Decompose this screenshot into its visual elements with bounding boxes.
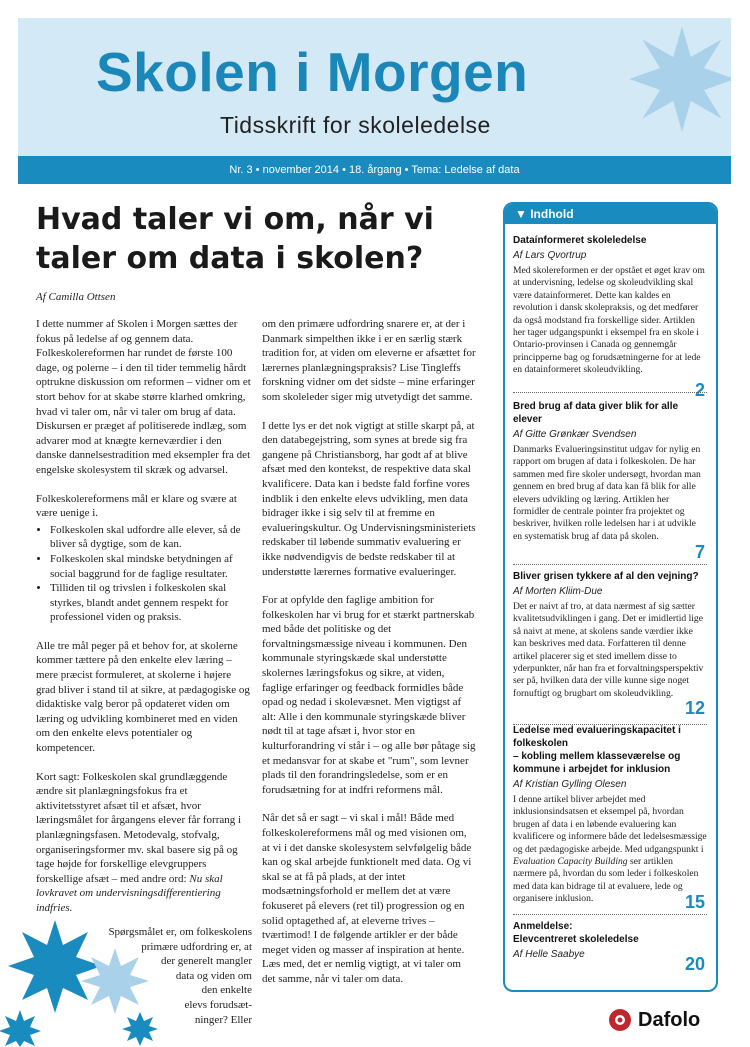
- pull-quote-line: der generelt mangler: [160, 955, 252, 968]
- divider: [513, 564, 707, 565]
- toc-item-title: Dataínformeret skoleledelse: [513, 235, 647, 246]
- toc-item[interactable]: [513, 920, 707, 974]
- toc-item-description: Danmarks Evalueringsinstitut udgav for nylig en rapport om brugen af data i folkeskolen. De har sammen med fire skoler undersøgt, hvordan man gennem en bred brug af data kan få blik for alle elevers udvikling og læring. Artiklen her formidler de centrale pointer fra projektet og beskriver, hvilken rolle ledelsen har i at udvikle en systematisk brug af data på skolen.: [513, 444, 701, 542]
- paragraph-text: Kort sagt: Folkeskolen skal grundlæggende ændre sit planlægningsfokus fra et aktivitetsstyret afsæt til et afsæt, hvor læringsmålet for årgangens elever får forrang i planlægningsfasen. Metodevalg, stofvalg, organiseringsformer mv. skal basere sig på og tage højde for forskellige elevgruppers forskellige afsæt – med andre ord:: [36, 770, 242, 885]
- masthead: [18, 18, 731, 156]
- toc-page-number: 20: [684, 954, 705, 974]
- toc-item-subtitle: – kobling mellem klasseværelse og kommune i arbejdet for inklusion: [513, 751, 681, 775]
- issue-info-bar: Nr. 3 • november 2014 • 18. årgang • Tema: Ledelse af data: [18, 156, 731, 184]
- toc-page-number: 15: [684, 892, 705, 912]
- list-item: • Folkeskolen skal mindske betydningen af social baggrund for de faglige resultater.: [50, 552, 251, 581]
- toc-item-author: Af Lars Qvortrup: [513, 250, 587, 261]
- publisher-logo: [608, 1008, 700, 1032]
- paragraph: I dette nummer af Skolen i Morgen sættes der fokus på ledelse af og gennem data. Folkeskolereformen har rundet de første 100 dage, og polerne – i den til tider temmelig hårdt optrukne diskussion om reformen – vidner om et stort behov for at skabe større klarhed omkring, hvad vi taler om, når vi taler om brug af data. Diskursen er præget af politiserede indlæg, som advarer mod at knægte kerneværdier i den danske dannelsestradition med eksempler fra det engelske skolesystem til skræk og advarsel.: [36, 318, 251, 476]
- article-column-1: [36, 317, 251, 930]
- list-item: • Tilliden til og trivslen i folkeskolen skal styrkes, blandt andet gennem respekt for professionel viden og praksis.: [50, 581, 251, 625]
- toc-page-number: 2: [694, 380, 705, 400]
- divider: [513, 914, 707, 915]
- toc-item-title: Anmeldelse:: [513, 921, 573, 932]
- paragraph: I dette lys er det nok vigtigt at stille skarpt på, at den databegejstring, som synes at brede sig fra gangene på Christiansborg, har godt af at blive afsæt med den kontekst, de respektive data skal kvalificere. Data kan i bedste fald forfine vores indblik i den enkelte elevs udvikling, men data bidrager ikke i sig selv til at fremme en evalueringskultur. Og Undervisningsministeriets redskaber til løbende summativ evaluering er ikke nødvendigvis de bedste redskaber til at understøtte lærernes formative evalueringer.: [262, 419, 476, 578]
- toc-item-title: Bred brug af data giver blik for alle elever: [513, 401, 679, 425]
- toc-item[interactable]: [513, 724, 707, 912]
- pull-quote-line: primære udfordring er, at: [141, 940, 252, 953]
- toc-item-title: Ledelse med evalueringskapacitet i folkeskolen: [513, 725, 681, 749]
- star-decoration-icon: [0, 900, 170, 1047]
- magazine-subtitle: Tidsskrift for skoleledelse: [220, 112, 491, 138]
- pull-quote-line: data og viden om: [175, 969, 252, 982]
- paragraph: om den primære udfordring snarere er, at der i Danmark simpelthen ikke i er en særlig stærk tradition for, at viden om eleverne er afsættet for lærernes planlægningspraksis? Lise Tingleffs forskning vidner om det sidste – mine erfaringer som skoleleder siger mig utvetydigt det samme.: [262, 318, 476, 403]
- article-column-2: [262, 317, 477, 1001]
- paragraph: For at opfylde den faglige ambition for folkeskolen har vi brug for et stærkt partnerskab med både det politiske og det forvaltningsmæssige niveau i kommunen. Den kommunale styringskæde skal understøtte skolernes læringsfokus og sikre, at viden, faglige erfaringer og feedback formidles både opad og nedad i skolevæsnet. Men vigtigst af alt: Alle i den kommunale styringskæde bliver nødt til at tage afsæt i, hvor stor en kulturforandring vi står i – og alle bør påtage sig et medansvar for at skabe et "rum", som levner plads til den forandringsledelse, som er en forudsætning for at indfri reformens mål.: [262, 594, 476, 796]
- description-text: I denne artikel bliver arbejdet med inklusionsindsatsen et eksempel på, hvordan brugen af data i en løbende evaluering kan kvalificere og informere både det ledelsesmæssige og det pædagogiske arbejde. Med udgangspunkt i: [513, 794, 707, 855]
- divider: [513, 392, 707, 393]
- toc-item-title: Bliver grisen tykkere af al den vejning?: [513, 571, 699, 582]
- star-decoration-icon: [627, 24, 731, 134]
- toc-item-title-2: Elevcentreret skoleledelse: [513, 934, 639, 945]
- paragraph: Alle tre mål peger på et behov for, at skolerne kommer tættere på den enkelte elev læring – mere præcist formuleret, at skolerne i højere grad bliver i stand til at sikre, at pædagogiske og didaktiske valg beror på opdateret viden om læring og udvikling kombineret med en viden om den enkelte elevs potentialer og kompetencer.: [36, 639, 250, 755]
- paragraph: Folkeskolereformens mål er klare og svære at være uenige i.: [36, 492, 237, 520]
- toc-item-description: Det er naivt af tro, at data nærmest af sig sætter kvalitetsudviklingen i gang. Det er imidlertid lige så naivt at mene, at skolens sande værdier ikke kan beskrives med data. Forfatteren til denne artikel placerer sig et sted imellem disse to yderpunkter, når han fra et forvaltningsperspektiv ser på, hvilken data der ville kunne sige noget fornuftigt og brugbart om skoleudvikling.: [513, 601, 704, 699]
- toc-heading: ▼ Indhold: [505, 204, 716, 224]
- toc-item-author: Af Kristian Gylling Olesen: [513, 779, 627, 790]
- toc-page-number: 7: [694, 542, 705, 562]
- dafolo-logo-icon: [608, 1008, 632, 1032]
- toc-page-number: 12: [684, 698, 705, 718]
- goals-list: [36, 523, 251, 625]
- pull-quote-line: Spørgsmålet er, om folkeskolens: [108, 926, 252, 938]
- toc-item-author: Af Morten Kliim-Due: [513, 586, 603, 597]
- pull-quote-line: den enkelte: [201, 984, 252, 997]
- toc-item[interactable]: [513, 400, 707, 562]
- table-of-contents: [503, 202, 718, 992]
- toc-item[interactable]: [513, 570, 707, 718]
- description-text: ser artiklen nærmere på, hvordan du som leder i folkeskolen med data kan bidrage til at evaluere, lede og organisere inklusion.: [513, 856, 699, 905]
- article-author: Af Camilla Ottsen: [36, 291, 116, 303]
- emphasis-text: Nu skal lovkravet om undervisningsdifferentiering indfries.: [36, 872, 223, 914]
- pull-quote-line: elevs forudsæt-: [184, 998, 252, 1011]
- magazine-title: Skolen i Morgen: [96, 41, 529, 103]
- toc-item[interactable]: [513, 234, 707, 400]
- toc-item-author: Af Helle Saabye: [513, 949, 585, 960]
- article-headline: Hvad taler vi om, når vi taler om data i skolen?: [36, 202, 434, 276]
- description-emphasis: Evaluation Capacity Building: [513, 856, 628, 868]
- paragraph: [36, 770, 251, 916]
- paragraph: Når det så er sagt – vi skal i mål! Både med folkeskolereformens mål og med visionen om, at vi i det danske skolesystem selvfølgelig både kan og skal arbejde funktionelt med data. Og vi skal se at få på plads, at der intet modsætningsforhold er mellem det at være fokuseret på elevers (ret til) progression og en solid optagethed af, at eleverne trives – tværtimod! I de følgende artikler er der både meget viden og masser af inspiration at hente. Læs med, det er nemlig vigtigt, at vi taler om det samme, når vi taler om data.: [262, 812, 472, 985]
- publisher-name: Dafolo: [638, 1008, 701, 1031]
- toc-item-description: [513, 794, 707, 906]
- pull-quote-line: ninger? Eller: [194, 1013, 252, 1026]
- list-item: • Folkeskolen skal udfordre alle elever, så de bliver så dygtige, som de kan.: [50, 523, 251, 552]
- toc-item-description: Med skolereformen er der opstået et øget krav om at undervisning, ledelse og skoleudvikling skal være datainformeret. Dette kan kaldes en revolution i dansk skolepraksis, og det medfører da også modstand fra forskellige sider. Artiklen her tager udgangspunkt i eksempel fra en skole i Ontario-provinsen i Canada og gennemgår principperne bag og forudsætningerne for at lede en datainformeret skoleudvikling.: [513, 265, 705, 376]
- toc-item-author: Af Gitte Grønkær Svendsen: [513, 429, 637, 440]
